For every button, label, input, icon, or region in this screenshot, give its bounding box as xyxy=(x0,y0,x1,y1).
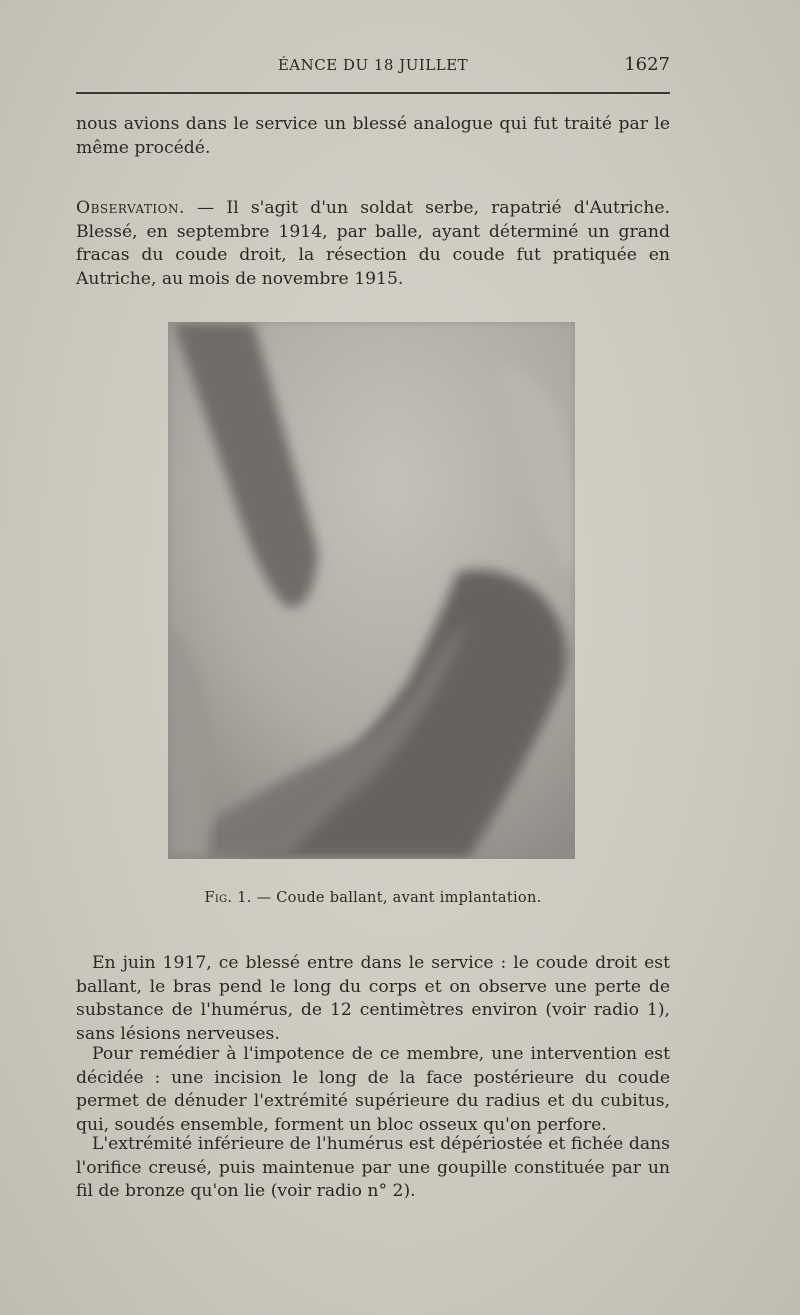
observation-text: — Il s'agit d'un soldat serbe, rapatrié d'Autriche. Blessé, en septembre 1914, par balle, ayant déterminé un grand fracas du coude droit, la résection du coude fut pratiquée en Autriche, au mois de novembre 1915. xyxy=(76,198,670,289)
body-paragraph-2: Pour remédier à l'impotence de ce membre, une intervention est décidée : une incision le long de la face postérieure du coude permet de dénuder l'extrémité supérieure du radius et du cubitus, qui, soudés ensemble, forment un bloc osseux qu'on perfore. xyxy=(76,1044,670,1135)
figure-caption-text: — Coude ballant, avant implantation. xyxy=(251,890,542,906)
radiograph-figure xyxy=(168,322,575,859)
figure-caption xyxy=(76,890,670,906)
body-paragraph-3: L'extrémité inférieure de l'humérus est dépériostée et fichée dans l'orifice creusé, puis maintenue par une goupille constituée par un fil de bronze qu'on lie (voir radio n° 2). xyxy=(76,1134,670,1201)
figure-label: Fig. 1. xyxy=(204,890,252,906)
observation-paragraph xyxy=(76,197,670,291)
header-rule xyxy=(76,92,670,94)
body-paragraph-1: En juin 1917, ce blessé entre dans le service : le coude droit est ballant, le bras pend le long du corps et on observe une perte de substance de l'humérus, de 12 centimètres environ (voir radio 1), sans lésions nerveuses. xyxy=(76,953,670,1044)
page-number: 1627 xyxy=(624,54,670,75)
intro-paragraph: nous avions dans le service un blessé analogue qui fut traité par le même procédé. xyxy=(76,114,670,158)
running-head: ÉANCE DU 18 JUILLET xyxy=(277,56,469,74)
page-header xyxy=(76,54,670,80)
radiograph-image xyxy=(168,322,575,859)
observation-label: Observation. xyxy=(76,198,185,218)
